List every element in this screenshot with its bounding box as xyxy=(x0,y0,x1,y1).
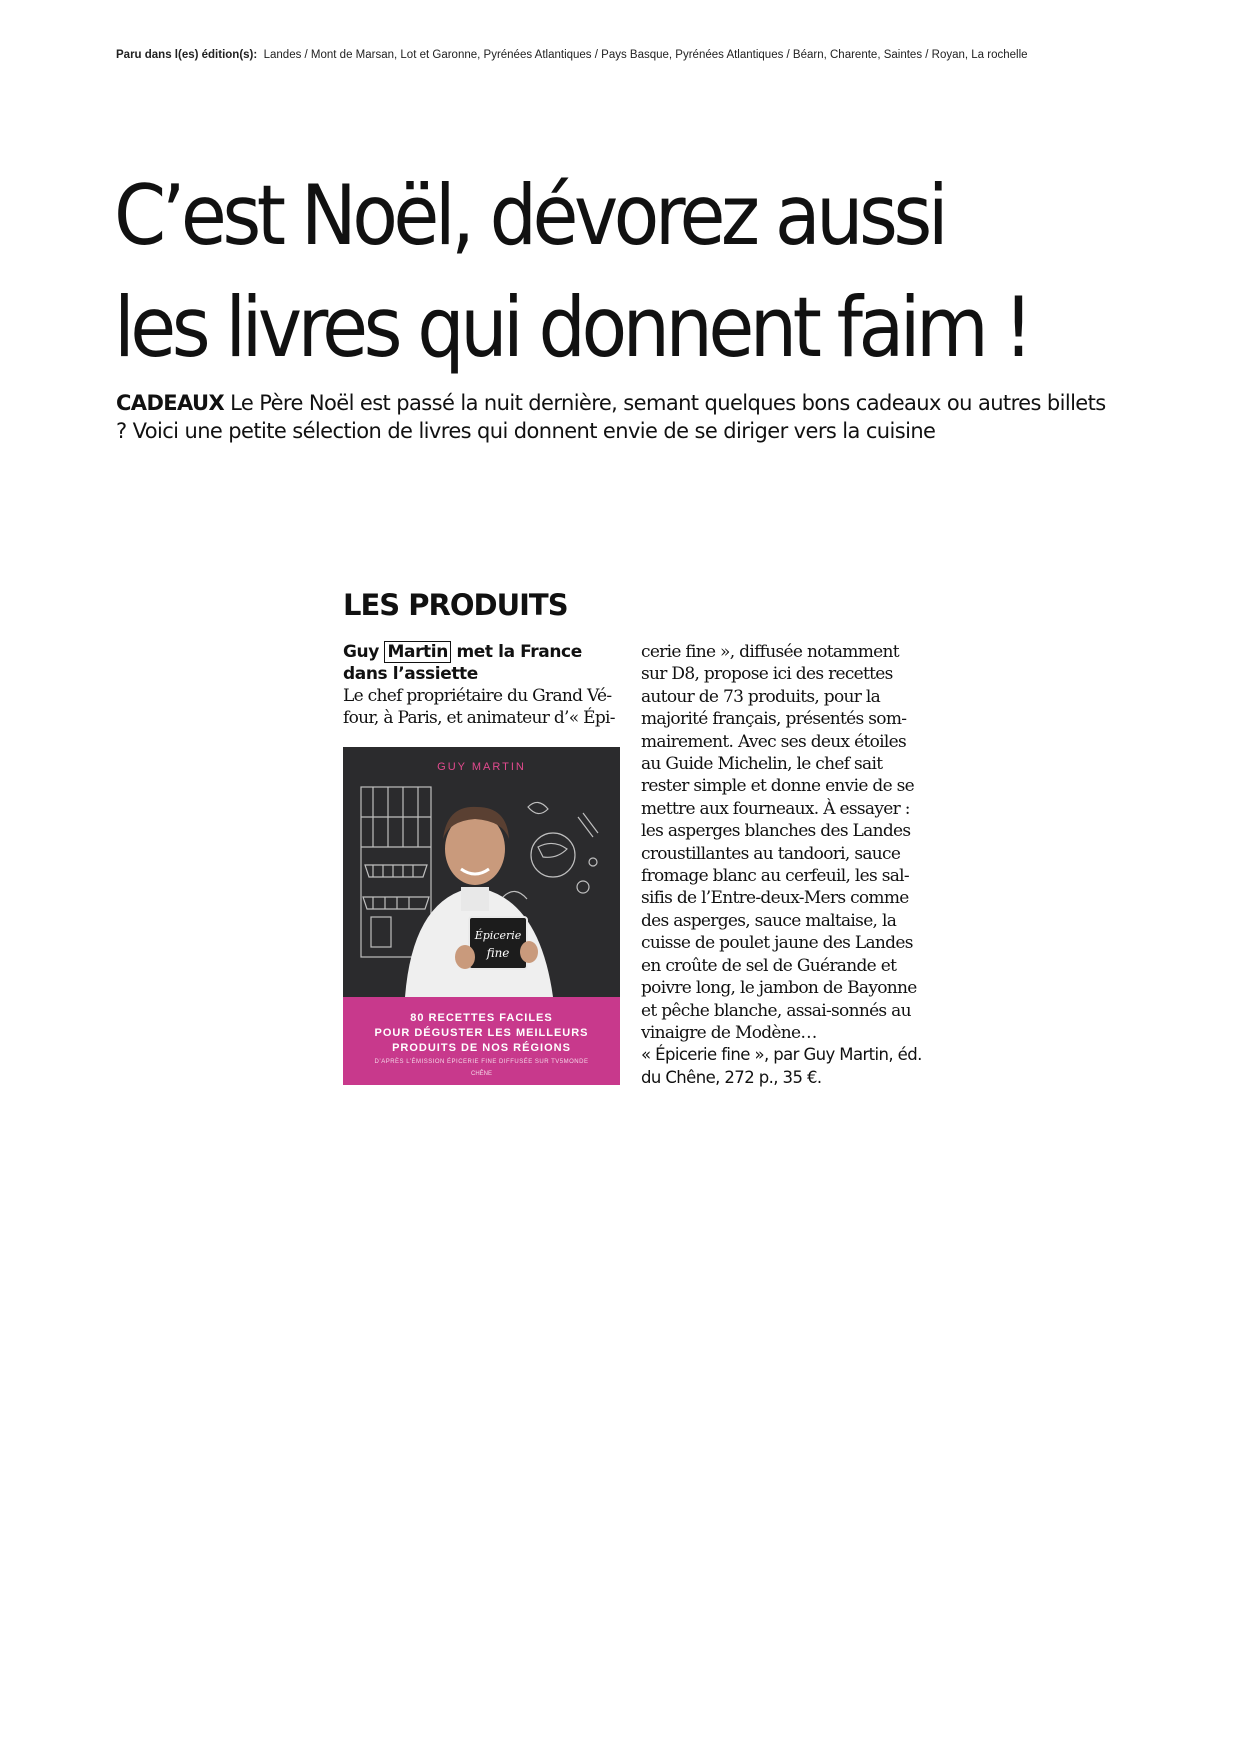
cover-publisher: CHÊNE xyxy=(470,1071,492,1077)
subhead-highlighted-name: Martin xyxy=(384,641,450,663)
chalk-title-word-2: fine xyxy=(486,946,510,960)
editions-label: Paru dans l(es) édition(s): xyxy=(116,49,258,61)
article-signature: « Épicerie fine », par Guy Martin, éd. du Chêne, 272 p., 35 €. xyxy=(641,1045,922,1087)
editions-line xyxy=(116,49,1116,61)
cover-band-small: D’APRÈS L’ÉMISSION ÉPICERIE FINE DIFFUSÉE SUR TV5MONDE xyxy=(374,1059,589,1065)
subhead-pre: Guy xyxy=(343,642,379,662)
article-subhead xyxy=(343,641,623,685)
section-title: LES PRODUITS xyxy=(343,588,568,622)
cover-pink-band xyxy=(343,997,620,1085)
cover-band-line-1: 80 RECETTES FACILES xyxy=(410,1012,553,1024)
headline-line-1: C’est Noël, dévorez aussi xyxy=(114,167,945,264)
article-body-continued: cerie fine », diffusée notamment sur D8, propose ici des recettes autour de 73 produits, pour la majorité français, présentés som-mairement. Avec ses deux étoiles au Guide Michelin, le chef sait rester simple et donne envie de se mettre aux fourneaux. À essayer : les asperges blanches des Landes croustillantes au tandoori, sauce fromage blanc au cerfeuil, les sal-sifis de l’Entre-deux-Mers comme des asperges, sauce maltaise, la cuisse de poulet jaune des Landes en croûte de sel de Guérande et poivre long, le jambon de Bayonne et pêche blanche, assai-sonnés au vinaigre de Modène… xyxy=(641,642,917,1043)
editions-list: Landes / Mont de Marsan, Lot et Garonne, Pyrénées Atlantiques / Pays Basque, Pyrénées Atlantiques / Béarn, Charente, Saintes / Royan, La rochelle xyxy=(263,49,1028,61)
book-cover-image xyxy=(343,747,620,1085)
chalk-title-word-1: Épicerie xyxy=(474,929,522,942)
chapo-kicker: CADEAUX xyxy=(116,391,225,415)
headline-line-2: les livres qui donnent faim ! xyxy=(114,279,1029,376)
chapo xyxy=(116,389,1116,445)
cover-author: GUY MARTIN xyxy=(437,761,526,773)
chapo-text: Le Père Noël est passé la nuit dernière, semant quelques bons cadeaux ou autres billets ? Voici une petite sélection de livres qui donnent envie de se diriger vers la cuisine xyxy=(116,391,1106,443)
article-body-start: Le chef propriétaire du Grand Vé-four, à Paris, et animateur d’« Épi- xyxy=(343,686,615,729)
cover-band-line-3: PRODUITS DE NOS RÉGIONS xyxy=(392,1042,571,1054)
article-column-2 xyxy=(641,641,926,1089)
subhead-post: met la France dans l’assiette xyxy=(343,642,582,684)
cover-band-line-2: POUR DÉGUSTER LES MEILLEURS xyxy=(374,1027,589,1039)
article-column-1 xyxy=(343,641,623,730)
headline xyxy=(114,160,1032,384)
